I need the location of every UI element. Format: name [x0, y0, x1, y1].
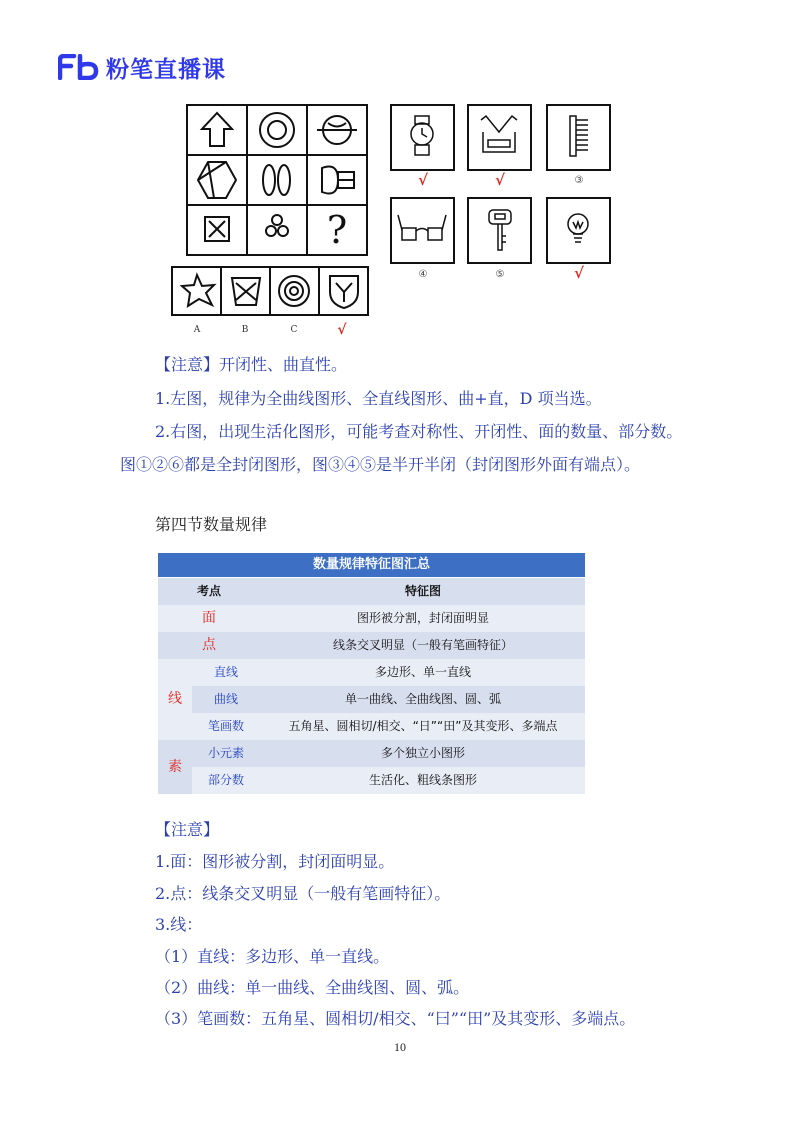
figure-label-3: ③ — [574, 175, 584, 186]
check-mark-6: √ — [574, 264, 584, 282]
question-mark: ? — [326, 208, 348, 252]
table-feature: 多个独立小图形 — [380, 746, 465, 760]
note-2-item: （3）笔画数：五角星、圆相切/相交、“曰”“田”及其变形、多端点。 — [155, 1009, 636, 1028]
table-title: 数量规律特征图汇总 — [158, 553, 585, 577]
comb-icon — [570, 116, 588, 156]
hexagon-icon — [198, 162, 236, 198]
table-row — [158, 632, 585, 659]
star-icon — [182, 275, 214, 306]
brand-name: 粉笔直播课 — [106, 56, 226, 83]
table-feature: 多边形、单一直线 — [374, 665, 471, 679]
note-2-item: 1.面：图形被分割，封闭面明显。 — [155, 852, 395, 871]
note-1-item: 2.右图，出现生活化图形，可能考查对称性、开闭性、面的数量、部分数。 — [155, 422, 683, 441]
table-subtopic: 曲线 — [213, 692, 238, 706]
table-group-label: 线 — [158, 659, 192, 739]
table-row — [158, 740, 585, 767]
concentric-circle-icon — [260, 113, 294, 147]
note-1-item: 图①②⑥都是全封闭图形，图③④⑤是半开半闭（封闭图形外面有端点）。 — [120, 455, 641, 474]
table-feature: 五角星、圆相切/相交、“日”“田”及其变形、多端点 — [288, 719, 558, 733]
note-2-item: 3.线： — [155, 915, 203, 934]
table-feature: 单一曲线、全曲线图、圆、弧 — [344, 692, 501, 706]
table-feature: 线条交叉明显（一般有笔画特征） — [332, 638, 513, 652]
box-x-icon — [205, 217, 229, 241]
note-2-item: （1）直线：多边形、单一直线。 — [155, 947, 390, 966]
figure-label-5: ⑤ — [495, 269, 505, 280]
page-number: 10 — [394, 1040, 406, 1054]
question-figures — [170, 100, 650, 340]
table-row — [158, 659, 585, 686]
options-row — [172, 267, 368, 315]
note-2-item: （2）曲线：单一曲线、全曲线图、圆、弧。 — [155, 978, 470, 997]
note-1-title: 【注意】开闭性、曲直性。 — [155, 355, 348, 374]
table-header-row — [158, 578, 585, 605]
table-feature: 图形被分割，封闭面明显 — [356, 611, 489, 625]
note-2-item: 2.点：线条交叉明显（一般有笔画特征）。 — [155, 884, 451, 903]
table-feature: 生活化、粗线条图形 — [368, 773, 477, 787]
table-topic: 面 — [202, 610, 216, 626]
table-row — [158, 605, 585, 632]
bolt-icon — [322, 167, 354, 194]
option-label-b: B — [241, 325, 249, 335]
table-row — [158, 686, 585, 713]
shield-icon — [330, 276, 358, 308]
table-group-label: 素 — [158, 740, 192, 794]
option-label-a: A — [193, 325, 201, 335]
fb-logo-icon — [58, 54, 100, 80]
drawer-icon — [481, 116, 517, 152]
key-icon — [489, 210, 511, 250]
answer-check-mark: √ — [337, 322, 347, 338]
oval-pair-icon — [263, 165, 290, 195]
three-circles-icon — [266, 215, 288, 236]
glasses-icon — [398, 215, 446, 240]
table-header: 特征图 — [404, 584, 441, 598]
table-subtopic: 笔画数 — [207, 719, 244, 733]
table-topic: 点 — [202, 637, 216, 653]
section-title: 第四节数量规律 — [155, 515, 268, 534]
table-subtopic: 小元素 — [207, 746, 244, 760]
check-mark-2: √ — [495, 171, 505, 189]
target-icon — [279, 276, 309, 306]
table-subtopic: 直线 — [213, 665, 238, 679]
option-label-c: C — [290, 325, 298, 335]
table-row — [158, 713, 585, 740]
summary-table — [158, 553, 585, 793]
table-row — [158, 767, 585, 794]
table-header: 考点 — [196, 584, 221, 598]
figure-label-4: ④ — [418, 269, 428, 280]
lightbulb-icon — [568, 214, 588, 242]
arrow-up-icon — [202, 113, 232, 146]
trapezoid-x-icon — [232, 278, 260, 305]
brand-logo — [58, 50, 226, 84]
note-2-title: 【注意】 — [155, 820, 220, 839]
check-mark-1: √ — [418, 171, 428, 189]
note-1-item: 1.左图，规律为全曲线图形、全直线图形、曲+直，D 项当选。 — [155, 389, 602, 408]
ball-icon — [317, 116, 357, 144]
watch-icon — [411, 116, 433, 155]
table-subtopic: 部分数 — [207, 773, 244, 787]
